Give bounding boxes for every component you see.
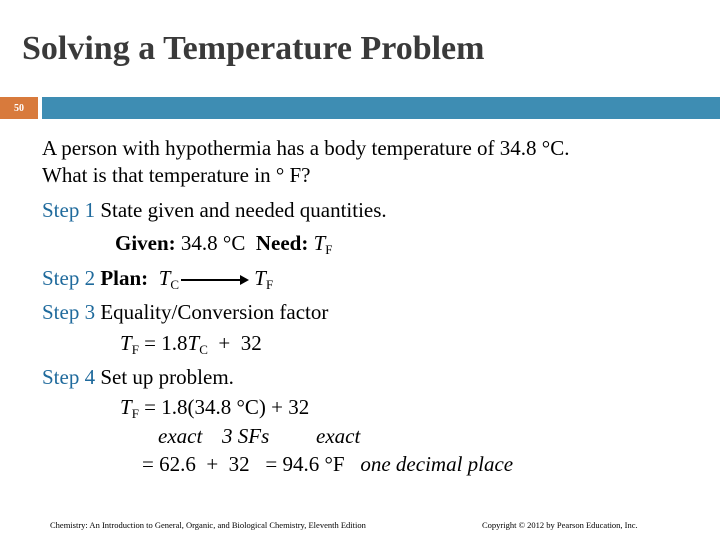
question-line-2: What is that temperature in ° F? (42, 163, 311, 187)
equation-variable-f: T (120, 331, 132, 355)
footer-book-title: Chemistry: An Introduction to General, Organic, and Biological Chemistry, Eleventh Edition (50, 520, 366, 530)
title-rule-bar (42, 97, 720, 119)
slide-title: Solving a Temperature Problem (22, 30, 485, 67)
equation-variable-c: T (187, 331, 200, 355)
step-4-line (42, 367, 234, 388)
step-3-text: Equality/Conversion factor (100, 300, 329, 324)
conversion-arrow (181, 279, 247, 281)
step-3-line (42, 302, 328, 323)
plan-to-subscript: F (265, 277, 274, 292)
question-line-1: A person with hypothermia has a body temperature of 34.8 °C. (42, 136, 570, 160)
given-label: Given: (115, 231, 176, 255)
sig-fig-exact-1: exact (158, 424, 203, 448)
sig-fig-3sfs: 3 SFs (222, 424, 270, 448)
step-4-label: Step 4 (42, 365, 96, 389)
need-label: Need: (255, 231, 309, 255)
step-1-label: Step 1 (42, 198, 96, 222)
equation-subscript-f: F (131, 342, 139, 357)
equation-middle: = 1.8 (138, 331, 188, 355)
step-2-line (42, 266, 274, 292)
need-variable: T (313, 231, 326, 255)
step-1-text: State given and needed quantities. (100, 198, 387, 222)
step-1-line (42, 200, 387, 221)
equation-end: + 32 (207, 331, 262, 355)
result-line (142, 454, 513, 475)
result-value: = 62.6 + 32 = 94.6 °F (142, 452, 345, 476)
calculation-subscript: F (131, 406, 139, 421)
equation-line (120, 331, 262, 357)
need-subscript: F (325, 242, 333, 257)
calculation-line (120, 395, 310, 421)
plan-from-subscript: C (170, 277, 180, 292)
result-note: one decimal place (360, 452, 514, 476)
calculation-variable: T (120, 395, 132, 419)
step-3-label: Step 3 (42, 300, 96, 324)
footer-copyright: Copyright © 2012 by Pearson Education, Inc. (482, 520, 638, 530)
plan-from-variable: T (158, 266, 171, 290)
sig-fig-exact-2: exact (316, 424, 361, 448)
equation-subscript-c: C (199, 342, 208, 357)
plan-label: Plan: (100, 266, 149, 290)
slide-number: 50 (0, 97, 38, 119)
given-need-line (115, 231, 333, 257)
plan-to-variable: T (254, 266, 266, 290)
step-4-text: Set up problem. (100, 365, 234, 389)
given-value: 34.8 °C (180, 231, 246, 255)
calculation-text: = 1.8(34.8 °C) + 32 (138, 395, 310, 419)
step-2-label: Step 2 (42, 266, 96, 290)
